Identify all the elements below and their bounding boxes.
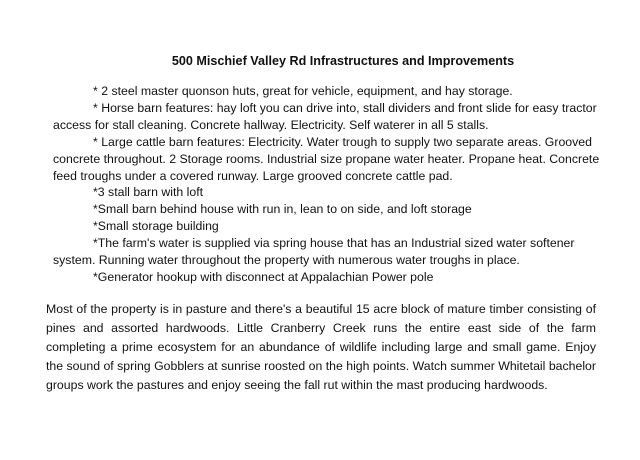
closing-paragraph: Most of the property is in pasture and there's a beautiful 15 acre block of mature timber consisting of pines and assorted hardwoods. Little Cranberry Creek runs the entire east side of the farm completing a prime ecosystem for an abundance of wildlife including large and small game. Enjoy the sound of spring Gobblers at sunrise roosted on the high points. Watch summer Whitetail bachelor groups work the pastures and enjoy seeing the fall rut within the mast producing hardwoods. xyxy=(46,302,596,392)
list-item-cattle-barn: * Large cattle barn features: Electricity. Water trough to supply two separate areas. Grooved concrete throughout. 2 Storage rooms. Industrial size propane water heater. Propane heat. Concrete feed troughs under a covered runway. Large grooved concrete cattle pad. xyxy=(53,134,600,183)
list-item-stall-barn: *3 stall barn with loft xyxy=(93,185,204,200)
list-item-storage-building: *Small storage building xyxy=(93,219,219,234)
improvements-list xyxy=(53,83,613,286)
list-item-quonset-huts: * 2 steel master quonson huts, great for vehicle, equipment, and hay storage. xyxy=(93,84,513,98)
document-title: 500 Mischief Valley Rd Infrastructures and Improvements xyxy=(171,54,515,68)
list-item-small-barn: *Small barn behind house with run in, lean to on side, and loft storage xyxy=(93,202,472,217)
list-item-horse-barn: * Horse barn features: hay loft you can drive into, stall dividers and front slide for easy tractor access for stall cleaning. Concrete hallway. Electricity. Self waterer in all 5 stalls. xyxy=(53,100,597,132)
list-item-generator-hookup: *Generator hookup with disconnect at Appalachian Power pole xyxy=(93,269,434,284)
list-item-water-supply: *The farm's water is supplied via spring house that has an Industrial sized water softener system. Running water throughout the property with numerous water troughs in place. xyxy=(53,236,575,268)
